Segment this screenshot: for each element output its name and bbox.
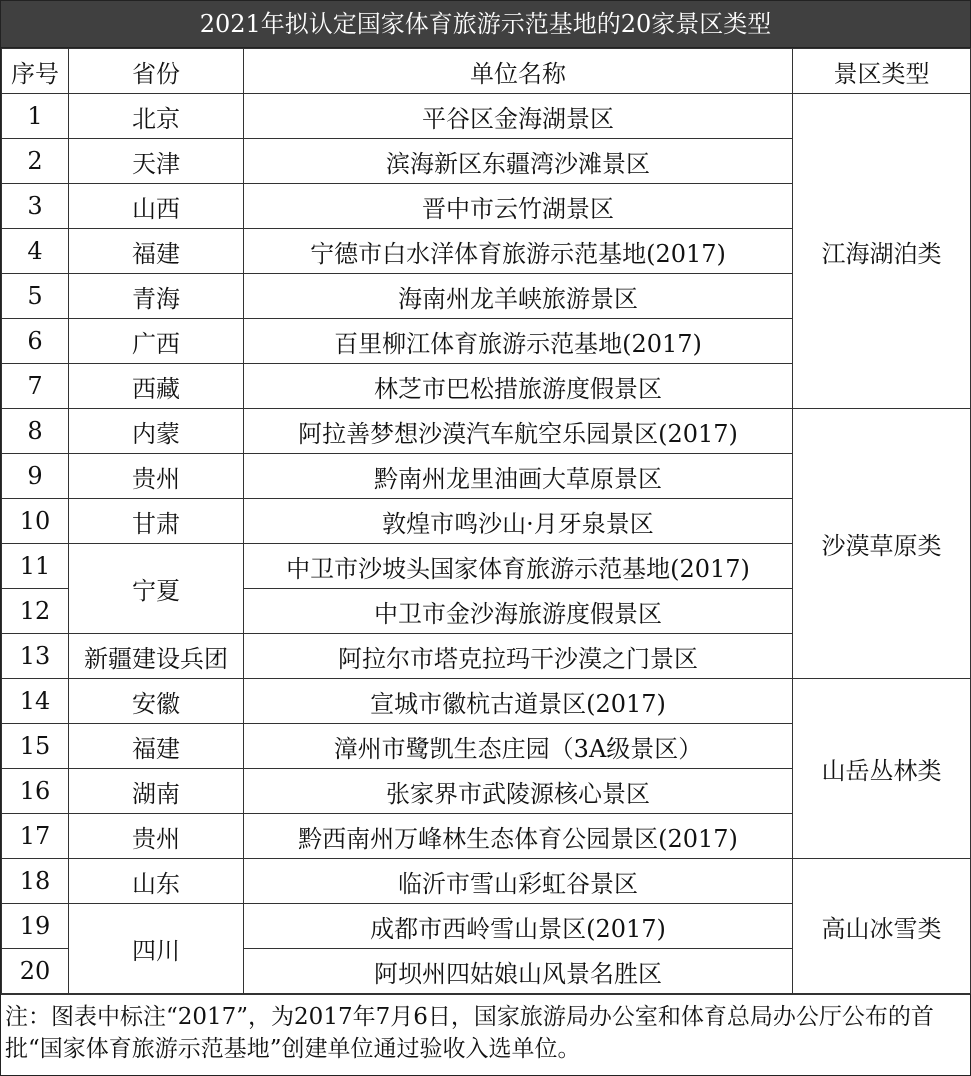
cell-name: 百里柳江体育旅游示范基地(2017) xyxy=(244,319,793,364)
cell-no: 3 xyxy=(2,184,69,229)
cell-name: 黔南州龙里油画大草原景区 xyxy=(244,454,793,499)
cell-name: 阿坝州四姑娘山风景名胜区 xyxy=(244,949,793,994)
cell-name: 中卫市金沙海旅游度假景区 xyxy=(244,589,793,634)
cell-province: 西藏 xyxy=(69,364,244,409)
cell-no: 7 xyxy=(2,364,69,409)
cell-no: 5 xyxy=(2,274,69,319)
cell-province: 天津 xyxy=(69,139,244,184)
cell-type-gaoshan: 高山冰雪类 xyxy=(793,859,971,994)
cell-name: 阿拉尔市塔克拉玛干沙漠之门景区 xyxy=(244,634,793,679)
cell-province: 宁夏 xyxy=(69,544,244,634)
cell-province: 内蒙 xyxy=(69,409,244,454)
cell-no: 17 xyxy=(2,814,69,859)
table-title: 2021年拟认定国家体育旅游示范基地的20家景区类型 xyxy=(1,1,970,48)
cell-name: 张家界市武陵源核心景区 xyxy=(244,769,793,814)
cell-province: 贵州 xyxy=(69,814,244,859)
cell-province: 湖南 xyxy=(69,769,244,814)
cell-name: 黔西南州万峰林生态体育公园景区(2017) xyxy=(244,814,793,859)
cell-province: 山西 xyxy=(69,184,244,229)
cell-name: 阿拉善梦想沙漠汽车航空乐园景区(2017) xyxy=(244,409,793,454)
cell-no: 18 xyxy=(2,859,69,904)
cell-province: 青海 xyxy=(69,274,244,319)
cell-no: 13 xyxy=(2,634,69,679)
header-name: 单位名称 xyxy=(244,49,793,94)
cell-no: 16 xyxy=(2,769,69,814)
cell-province: 北京 xyxy=(69,94,244,139)
cell-type-jianghai: 江海湖泊类 xyxy=(793,94,971,409)
cell-name: 成都市西岭雪山景区(2017) xyxy=(244,904,793,949)
cell-no: 12 xyxy=(2,589,69,634)
cell-no: 19 xyxy=(2,904,69,949)
cell-no: 2 xyxy=(2,139,69,184)
cell-no: 14 xyxy=(2,679,69,724)
cell-no: 20 xyxy=(2,949,69,994)
cell-name: 宁德市白水洋体育旅游示范基地(2017) xyxy=(244,229,793,274)
cell-province: 安徽 xyxy=(69,679,244,724)
cell-name: 宣城市徽杭古道景区(2017) xyxy=(244,679,793,724)
header-type: 景区类型 xyxy=(793,49,971,94)
table-row xyxy=(2,409,971,454)
cell-province: 贵州 xyxy=(69,454,244,499)
table-row xyxy=(2,859,971,904)
header-no: 序号 xyxy=(2,49,69,94)
table-row xyxy=(2,94,971,139)
cell-name: 平谷区金海湖景区 xyxy=(244,94,793,139)
cell-no: 8 xyxy=(2,409,69,454)
cell-no: 6 xyxy=(2,319,69,364)
cell-province: 山东 xyxy=(69,859,244,904)
cell-name: 漳州市鹭凯生态庄园（3A级景区） xyxy=(244,724,793,769)
cell-no: 11 xyxy=(2,544,69,589)
header-province: 省份 xyxy=(69,49,244,94)
cell-province: 福建 xyxy=(69,724,244,769)
cell-province: 福建 xyxy=(69,229,244,274)
cell-no: 1 xyxy=(2,94,69,139)
cell-name: 临沂市雪山彩虹谷景区 xyxy=(244,859,793,904)
cell-name: 海南州龙羊峡旅游景区 xyxy=(244,274,793,319)
cell-no: 10 xyxy=(2,499,69,544)
cell-province: 四川 xyxy=(69,904,244,994)
cell-no: 15 xyxy=(2,724,69,769)
cell-name: 滨海新区东疆湾沙滩景区 xyxy=(244,139,793,184)
cell-name: 林芝市巴松措旅游度假景区 xyxy=(244,364,793,409)
cell-type-shamo: 沙漠草原类 xyxy=(793,409,971,679)
cell-province: 广西 xyxy=(69,319,244,364)
cell-name: 中卫市沙坡头国家体育旅游示范基地(2017) xyxy=(244,544,793,589)
cell-province: 甘肃 xyxy=(69,499,244,544)
header-row xyxy=(2,49,971,94)
scenic-area-table xyxy=(1,48,971,994)
cell-type-shanyue: 山岳丛林类 xyxy=(793,679,971,859)
table-row xyxy=(2,679,971,724)
cell-name: 晋中市云竹湖景区 xyxy=(244,184,793,229)
cell-no: 9 xyxy=(2,454,69,499)
cell-name: 敦煌市鸣沙山·月牙泉景区 xyxy=(244,499,793,544)
cell-province: 新疆建设兵团 xyxy=(69,634,244,679)
cell-no: 4 xyxy=(2,229,69,274)
footnote: 注：图表中标注“2017”，为2017年7月6日，国家旅游局办公室和体育总局办公厅公布的首批“国家体育旅游示范基地”创建单位通过验收入选单位。 xyxy=(1,994,970,1071)
